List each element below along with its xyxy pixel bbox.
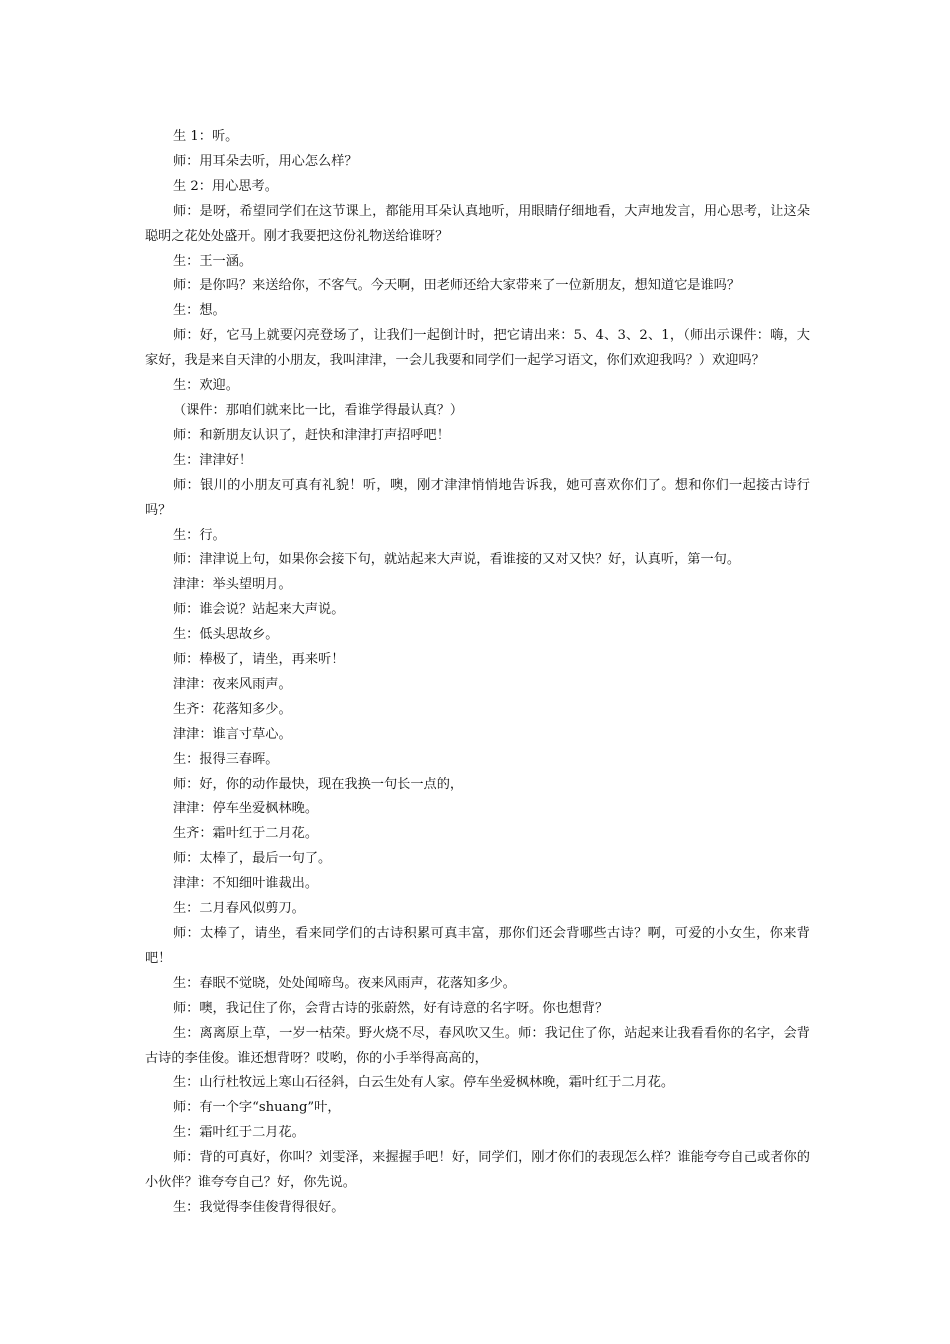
paragraph: 生：津津好！ (173, 452, 253, 468)
paragraph: 津津：停车坐爱枫林晚。 (173, 801, 319, 817)
paragraph: 师：和新朋友认识了，赶快和津津打声招呼吧！ (173, 427, 450, 443)
paragraph: （课件：那咱们就来比一比，看谁学得最认真？） (173, 402, 464, 418)
paragraph: 师：有一个字“shuang”叶， (173, 1100, 341, 1116)
paragraph: 生：二月春风似剪刀。 (173, 901, 305, 917)
paragraph: 师：棒极了，请坐，再来听！ (173, 652, 345, 668)
paragraph: 生：离离原上草，一岁一枯荣。野火烧不尽，春风吹又生。师：我记住了你，站起来让我看看你的名字，会背古诗的李佳俊。谁还想背呀？哎哟，你的小手举得高高的， (145, 1025, 810, 1066)
paragraph: 生：我觉得李佳俊背得很好。 (173, 1199, 345, 1215)
paragraph: 生：低头思故乡。 (173, 627, 279, 643)
paragraph: 生 1：听。 (173, 129, 239, 144)
paragraph: 师：银川的小朋友可真有礼貌！听，噢，刚才津津悄悄地告诉我，她可喜欢你们了。想和你们一起接古诗行吗？ (145, 477, 810, 518)
paragraph: 师：太棒了，最后一句了。 (173, 851, 332, 867)
paragraph: 生 2：用心思考。 (173, 178, 278, 194)
paragraph: 师：太棒了，请坐，看来同学们的古诗积累可真丰富，那你们还会背哪些古诗？啊，可爱的小女生，你来背吧！ (145, 926, 810, 966)
paragraph: 生：欢迎。 (173, 378, 239, 394)
paragraph: 师：好，它马上就要闪亮登场了，让我们一起倒计时，把它请出来：5、4、3、2、1，（师出示课件：嗨，大家好，我是来自天津的小朋友，我叫津津，一会儿我要和同学们一起学习语文，你们欢迎我吗？）欢迎吗？ (145, 328, 810, 369)
paragraph: 生：想。 (173, 303, 226, 319)
paragraph: 师：背的可真好，你叫？刘雯泽，来握握手吧！好，同学们，刚才你们的表现怎么样？谁能夸夸自己或者你的小伙伴？谁夸夸自己？好，你先说。 (145, 1150, 810, 1191)
paragraph: 师：是你吗？来送给你，不客气。今天啊，田老师还给大家带来了一位新朋友，想知道它是谁吗？ (173, 278, 741, 294)
paragraph: 生：春眠不觉晓，处处闻啼鸟。夜来风雨声，花落知多少。 (173, 975, 516, 991)
paragraph: 生：霜叶红于二月花。 (173, 1125, 305, 1141)
paragraph: 师：用耳朵去听，用心怎么样？ (173, 153, 358, 169)
document-page (145, 125, 810, 1221)
paragraph: 津津：举头望明月。 (173, 577, 292, 593)
paragraph: 津津：夜来风雨声。 (173, 676, 292, 692)
paragraph: 师：噢，我记住了你，会背古诗的张蔚然，好有诗意的名字呀。你也想背？ (173, 1000, 609, 1016)
paragraph: 师：好，你的动作最快，现在我换一句长一点的， (173, 776, 464, 792)
paragraph: 师：津津说上句，如果你会接下句，就站起来大声说，看谁接的又对又快？好，认真听，第一句。 (173, 552, 741, 568)
paragraph: 生：山行杜牧远上寒山石径斜，白云生处有人家。停车坐爱枫林晚，霜叶红于二月花。 (173, 1075, 675, 1091)
paragraph: 生齐：霜叶红于二月花。 (173, 826, 319, 842)
paragraph: 师：谁会说？站起来大声说。 (173, 602, 345, 618)
paragraph: 师：是呀，希望同学们在这节课上，都能用耳朵认真地听，用眼睛仔细地看，大声地发言，用心思考，让这朵聪明之花处处盛开。刚才我要把这份礼物送给谁呀？ (145, 203, 810, 244)
paragraph: 生：行。 (173, 527, 226, 543)
paragraph: 生：王一涵。 (173, 253, 253, 269)
paragraph: 津津：不知细叶谁裁出。 (173, 876, 319, 892)
paragraph: 生齐：花落知多少。 (173, 701, 292, 717)
paragraph: 津津：谁言寸草心。 (173, 726, 292, 742)
paragraph: 生：报得三春晖。 (173, 751, 279, 767)
